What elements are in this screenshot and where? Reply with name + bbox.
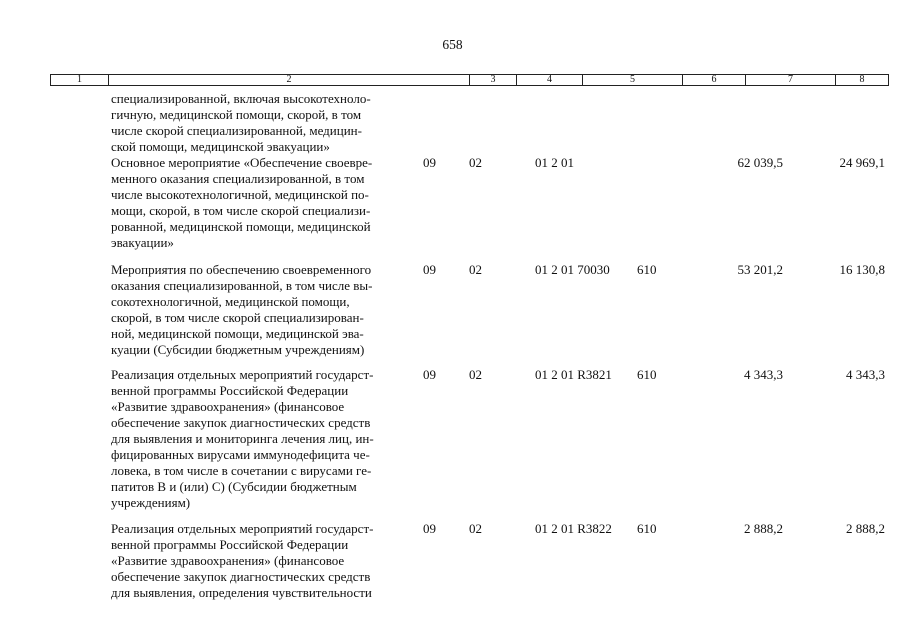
table-row-description bbox=[111, 367, 416, 511]
cell-subsection: 02 bbox=[469, 367, 482, 382]
description-line: сокотехнологичной, медицинской помощи, bbox=[111, 294, 350, 309]
description-line: оказания специализированной, в том числе вы- bbox=[111, 278, 373, 293]
description-line: для выявления и мониторинга лечения лиц, ин- bbox=[111, 431, 374, 446]
column-header-8: 8 bbox=[859, 74, 865, 85]
description-line: обеспечение закупок диагностических средств bbox=[111, 569, 371, 584]
cell-section: 09 bbox=[423, 367, 436, 382]
description-line: ловека, в том числе в сочетании с вирусами ге- bbox=[111, 463, 372, 478]
column-header-7: 7 bbox=[746, 75, 836, 85]
description-line: мощи, скорой, в том числе скорой специализи- bbox=[111, 203, 371, 218]
cell-amount-7: 53 201,2 bbox=[737, 262, 783, 277]
cell-section: 09 bbox=[423, 521, 436, 536]
cell-expense-type: 610 bbox=[637, 521, 657, 536]
description-line: Мероприятия по обеспечению своевременного bbox=[111, 262, 372, 277]
description-line: Реализация отдельных мероприятий государст- bbox=[111, 521, 374, 536]
description-line: ной, медицинской помощи, медицинской эва- bbox=[111, 326, 364, 341]
table-row-description bbox=[111, 155, 416, 251]
description-line: «Развитие здравоохранения» (финансовое bbox=[111, 553, 345, 568]
cell-amount-7: 2 888,2 bbox=[744, 521, 783, 536]
description-line: венной программы Российской Федерации bbox=[111, 383, 349, 398]
description-line: обеспечение закупок диагностических средств bbox=[111, 415, 371, 430]
cell-amount-8: 4 343,3 bbox=[846, 367, 885, 382]
table-row-description bbox=[111, 262, 416, 358]
description-line: числе высокотехнологичной, медицинской по- bbox=[111, 187, 369, 202]
description-line: скорой, в том числе скорой специализирован- bbox=[111, 310, 364, 325]
column-header-row bbox=[50, 74, 889, 86]
column-header-4: 4 bbox=[517, 75, 583, 85]
description-line: менного оказания специализированной, в том bbox=[111, 171, 365, 186]
cell-subsection: 02 bbox=[469, 521, 482, 536]
cell-target-code: 01 2 01 70030 bbox=[535, 262, 610, 277]
cell-amount-8: 16 130,8 bbox=[839, 262, 885, 277]
description-line: патитов B и (или) C) (Субсидии бюджетным bbox=[111, 479, 357, 494]
description-line: Реализация отдельных мероприятий государст- bbox=[111, 367, 374, 382]
column-header-2: 2 bbox=[109, 75, 470, 85]
cell-section: 09 bbox=[423, 155, 436, 170]
cell-expense-type: 610 bbox=[637, 367, 657, 382]
description-line: для выявления, определения чувствительности bbox=[111, 585, 372, 600]
description-line: венной программы Российской Федерации bbox=[111, 537, 349, 552]
description-line: фицированных вирусами иммунодефицита че- bbox=[111, 447, 370, 462]
description-line: Основное мероприятие «Обеспечение своевре- bbox=[111, 155, 373, 170]
description-line: числе скорой специализированной, медицин- bbox=[111, 123, 362, 138]
cell-amount-7: 62 039,5 bbox=[737, 155, 783, 170]
description-line: «Развитие здравоохранения» (финансовое bbox=[111, 399, 345, 414]
cell-subsection: 02 bbox=[469, 155, 482, 170]
cell-amount-7: 4 343,3 bbox=[744, 367, 783, 382]
cell-target-code: 01 2 01 R3821 bbox=[535, 367, 612, 382]
description-line: учреждениям) bbox=[111, 495, 191, 510]
cell-amount-8: 24 969,1 bbox=[839, 155, 885, 170]
cell-expense-type: 610 bbox=[637, 262, 657, 277]
column-header-3: 3 bbox=[470, 75, 517, 85]
cell-target-code: 01 2 01 bbox=[535, 155, 574, 170]
table-row-description bbox=[111, 521, 416, 601]
cell-subsection: 02 bbox=[469, 262, 482, 277]
column-header-6: 6 bbox=[683, 75, 746, 85]
description-line: ской помощи, медицинской эвакуации» bbox=[111, 139, 330, 154]
cell-target-code: 01 2 01 R3822 bbox=[535, 521, 612, 536]
description-line: куации (Субсидии бюджетным учреждениям) bbox=[111, 342, 365, 357]
column-header-1: 1 bbox=[51, 75, 109, 85]
column-header-5: 5 bbox=[583, 75, 683, 85]
cell-section: 09 bbox=[423, 262, 436, 277]
description-line: специализированной, включая высокотехноло- bbox=[111, 91, 371, 106]
description-line: гичную, медицинской помощи, скорой, в том bbox=[111, 107, 362, 122]
page-number: 658 bbox=[442, 37, 463, 52]
table-row-description bbox=[111, 91, 416, 155]
cell-amount-8: 2 888,2 bbox=[846, 521, 885, 536]
description-line: рованной, медицинской помощи, медицинской bbox=[111, 219, 371, 234]
description-line: эвакуации» bbox=[111, 235, 174, 250]
